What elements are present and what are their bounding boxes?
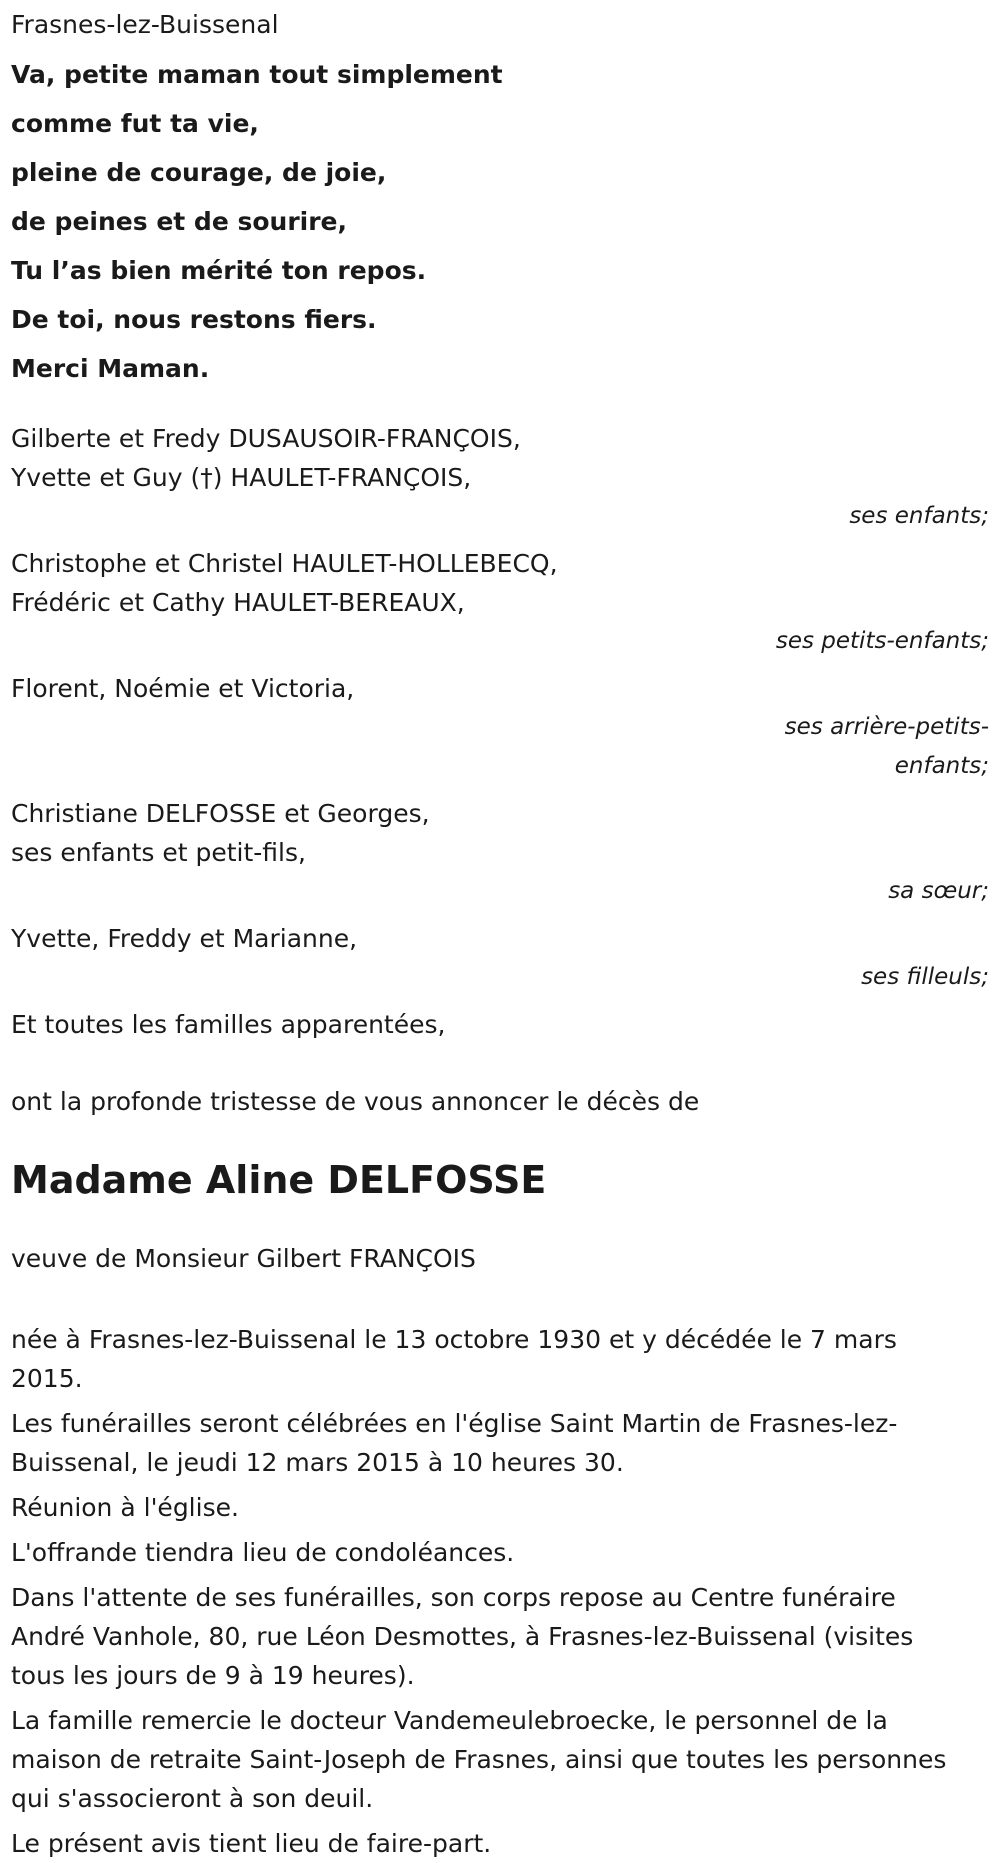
poem-line: pleine de courage, de joie, — [11, 158, 387, 187]
family-line: Florent, Noémie et Victoria, — [11, 674, 355, 703]
detail-paragraph: Les funérailles seront célébrées en l'église Saint Martin de Frasnes-lez-Buissenal, le jeudi 12 mars 2015 à 10 heures 30. — [11, 1409, 898, 1477]
detail-paragraph: Réunion à l'église. — [11, 1493, 239, 1522]
family-godchildren — [11, 919, 989, 997]
poem-line: Tu l’as bien mérité ton repos. — [11, 256, 427, 285]
deceased-name: Madame Aline DELFOSSE — [11, 1158, 547, 1202]
detail-paragraph: La famille remercie le docteur Vandemeulebroecke, le personnel de la maison de retraite Saint-Joseph de Frasnes, ainsi que toutes les personnes qui s'associeront à son deuil. — [11, 1706, 947, 1813]
poem-line: comme fut ta vie, — [11, 109, 259, 138]
place-name: Frasnes-lez-Buissenal — [11, 10, 279, 39]
family-children — [11, 419, 989, 536]
detail-paragraph: L'offrande tiendra lieu de condoléances. — [11, 1538, 515, 1567]
family-grandchildren — [11, 544, 989, 661]
family-others: Et toutes les familles apparentées, — [11, 1010, 446, 1039]
relation-label: ses filleuls; — [861, 964, 989, 990]
family-line: Christophe et Christel HAULET-HOLLEBECQ, — [11, 549, 558, 578]
detail-paragraph: née à Frasnes-lez-Buissenal le 13 octobre 1930 et y décédée le 7 mars 2015. — [11, 1325, 897, 1393]
announcement-intro: ont la profonde tristesse de vous annoncer le décès de — [11, 1087, 700, 1116]
poem-line: Merci Maman. — [11, 354, 210, 383]
relation-label: ses enfants; — [849, 503, 989, 529]
poem — [11, 50, 1000, 393]
relation-label: sa sœur; — [888, 878, 989, 904]
relation-label: ses arrière-petits-enfants; — [784, 714, 989, 779]
family-great-grandchildren — [11, 669, 989, 786]
family-line: Christiane DELFOSSE et Georges, — [11, 799, 430, 828]
relation-label: ses petits-enfants; — [775, 628, 989, 654]
family-line: ses enfants et petit-fils, — [11, 838, 306, 867]
family-line: Yvette, Freddy et Marianne, — [11, 924, 358, 953]
family-line: Gilberte et Fredy DUSAUSOIR-FRANÇOIS, — [11, 424, 521, 453]
widow-line: veuve de Monsieur Gilbert FRANÇOIS — [11, 1244, 476, 1273]
details — [11, 1320, 961, 1863]
detail-paragraph: Le présent avis tient lieu de faire-part. — [11, 1829, 492, 1858]
poem-line: Va, petite maman tout simplement — [11, 60, 503, 89]
family-line: Frédéric et Cathy HAULET-BEREAUX, — [11, 588, 465, 617]
detail-paragraph: Dans l'attente de ses funérailles, son corps repose au Centre funéraire André Vanhole, 80, rue Léon Desmottes, à Frasnes-lez-Buissenal (visites tous les jours de 9 à 19 heures). — [11, 1583, 914, 1690]
poem-line: De toi, nous restons fiers. — [11, 305, 377, 334]
poem-line: de peines et de sourire, — [11, 207, 348, 236]
family-line: Yvette et Guy (†) HAULET-FRANÇOIS, — [11, 463, 472, 492]
family-sister — [11, 794, 989, 911]
